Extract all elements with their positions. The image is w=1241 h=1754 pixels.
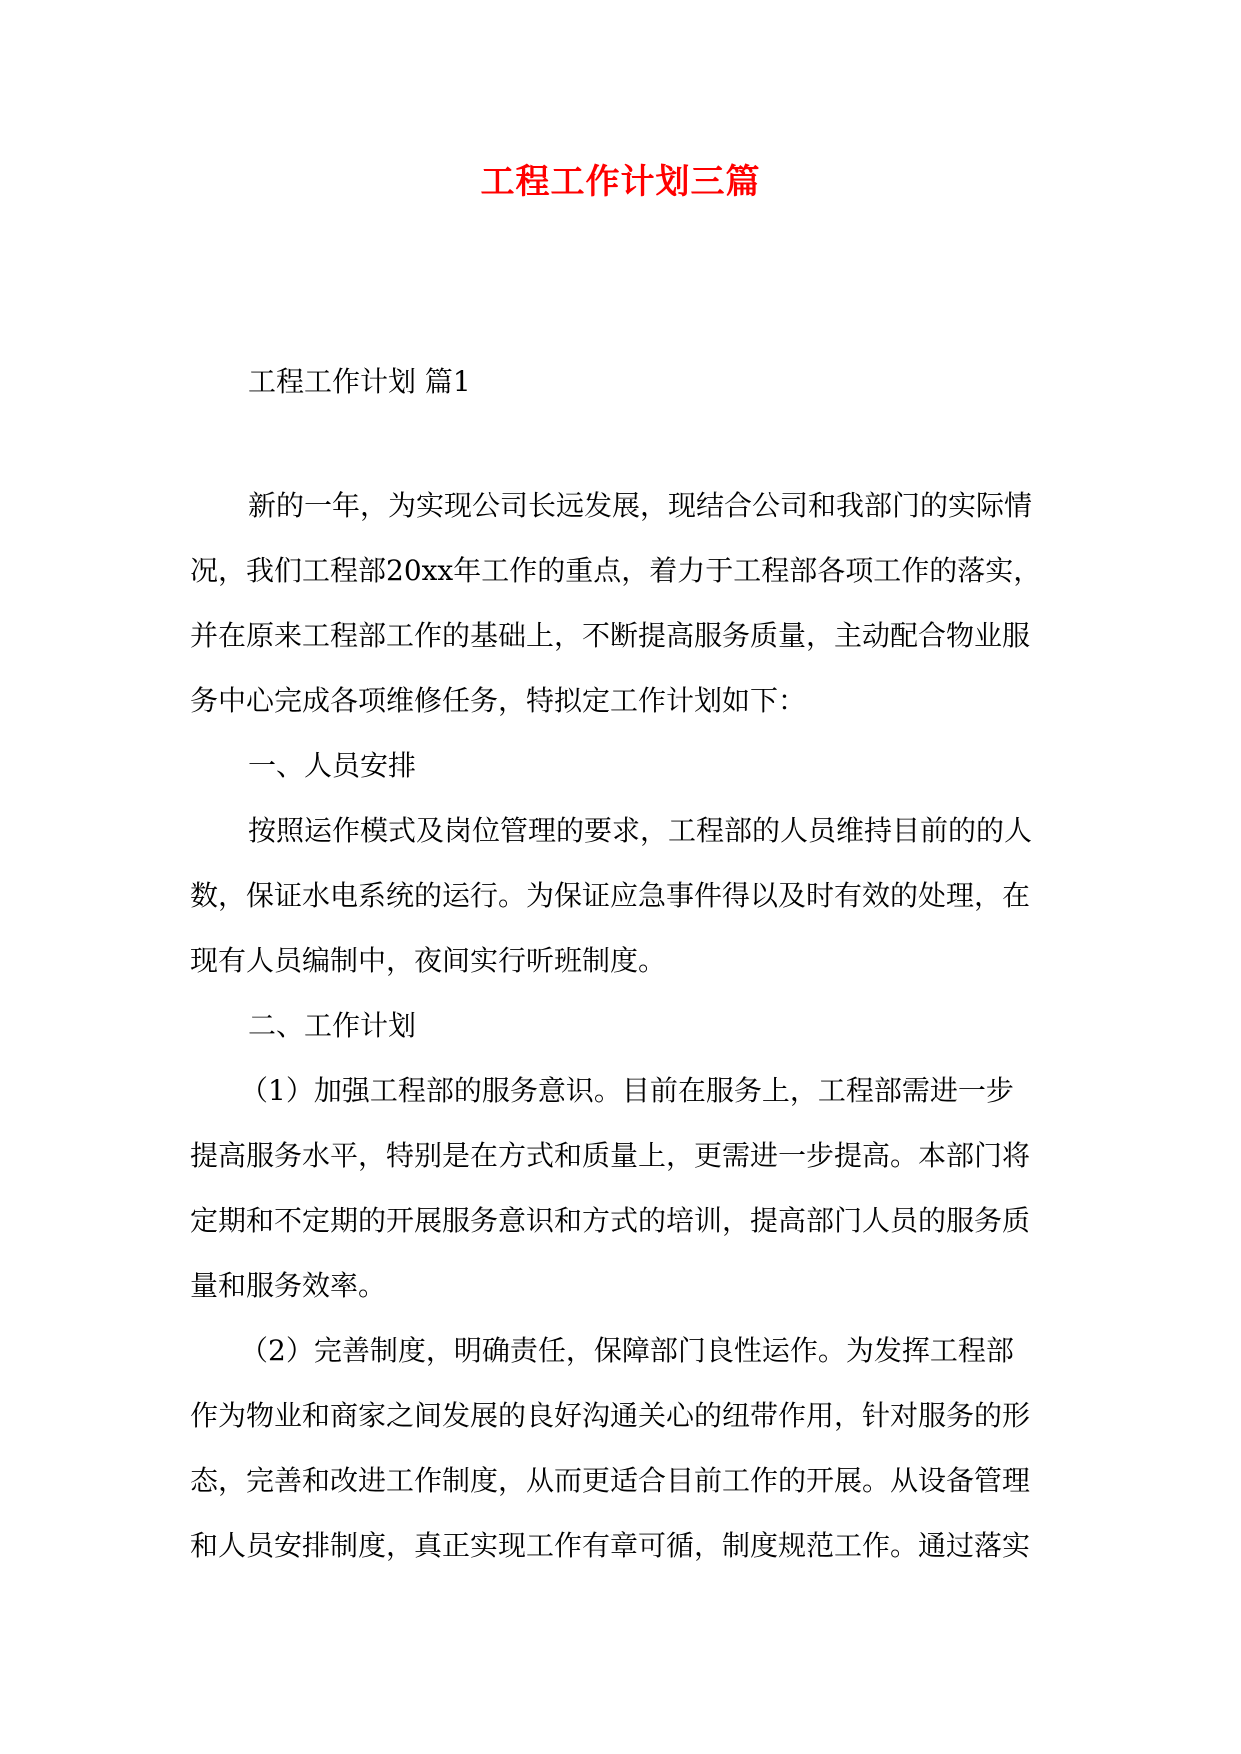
section-heading: 工程工作计划 篇1 bbox=[248, 365, 471, 398]
paragraph-line: 并在原来工程部工作的基础上，不断提高服务质量，主动配合物业服 bbox=[190, 619, 1031, 652]
paragraph-line: （1）加强工程部的服务意识。目前在服务上，工程部需进一步 bbox=[240, 1074, 1014, 1107]
document-body bbox=[190, 484, 1051, 1589]
paragraph-line: 现有人员编制中，夜间实行听班制度。 bbox=[190, 944, 667, 977]
paragraph-line: 量和服务效率。 bbox=[190, 1269, 387, 1302]
subheading-personnel: 一、人员安排 bbox=[248, 749, 417, 782]
paragraph-line: 况，我们工程部20xx年工作的重点，着力于工程部各项工作的落实， bbox=[190, 554, 1042, 587]
paragraph-line: 新的一年，为实现公司长远发展，现结合公司和我部门的实际情 bbox=[248, 489, 1033, 522]
paragraph-line: 提高服务水平，特别是在方式和质量上，更需进一步提高。本部门将 bbox=[190, 1139, 1031, 1172]
subheading-work-plan: 二、工作计划 bbox=[248, 1009, 417, 1042]
paragraph-line: 务中心完成各项维修任务，特拟定工作计划如下： bbox=[190, 684, 807, 717]
paragraph-line: 数，保证水电系统的运行。为保证应急事件得以及时有效的处理，在 bbox=[190, 879, 1031, 912]
document-title: 工程工作计划三篇 bbox=[480, 162, 761, 202]
paragraph-line: 和人员安排制度，真正实现工作有章可循，制度规范工作。通过落实 bbox=[190, 1529, 1031, 1562]
paragraph-line: 按照运作模式及岗位管理的要求，工程部的人员维持目前的的人 bbox=[248, 814, 1033, 847]
paragraph-line: 态，完善和改进工作制度，从而更适合目前工作的开展。从设备管理 bbox=[190, 1464, 1031, 1497]
paragraph-line: 作为物业和商家之间发展的良好沟通关心的纽带作用，针对服务的形 bbox=[190, 1399, 1031, 1432]
paragraph-line: （2）完善制度，明确责任，保障部门良性运作。为发挥工程部 bbox=[240, 1334, 1014, 1367]
paragraph-line: 定期和不定期的开展服务意识和方式的培训，提高部门人员的服务质 bbox=[190, 1204, 1031, 1237]
